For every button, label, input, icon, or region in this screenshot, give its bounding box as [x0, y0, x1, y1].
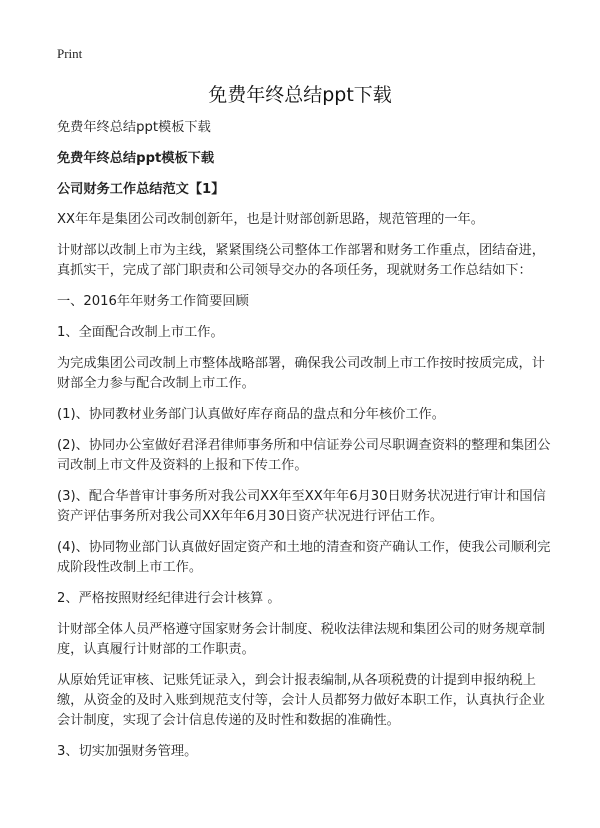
- print-link[interactable]: Print: [57, 46, 83, 61]
- subtitle-plain: 免费年终总结ppt模板下载: [57, 120, 211, 135]
- list-item-2: (2)、协同办公室做好君泽君律师事务所和中信证券公司尽职调查资料的整理和集团公司改制上市文件及资料的上报和下传工作。: [57, 438, 551, 473]
- paragraph-summary: 计财部以改制上市为主线，紧紧围绕公司整体工作部署和财务工作重点，团结奋进，真抓实干，完成了部门职责和公司领导交办的各项任务，现就财务工作总结如下：: [57, 243, 545, 278]
- heading-item-2: 2、严格按照财经纪律进行会计核算 。: [57, 591, 281, 606]
- subtitle-bold: 免费年终总结ppt模板下载: [57, 151, 215, 166]
- document-body: [57, 118, 557, 762]
- list-item-1: (1)、协同教材业务部门认真做好库存商品的盘点和分年核价工作。: [57, 407, 445, 422]
- list-item-4: (4)、协同物业部门认真做好固定资产和土地的清查和资产确认工作，使我公司顺利完成阶段性改制上市工作。: [57, 540, 551, 575]
- paragraph-item-2a: 计财部全体人员严格遵守国家财务会计制度、税收法律法规和集团公司的财务规章制度，认真履行计财部的工作职责。: [57, 622, 545, 657]
- paragraph-item-2b: 从原始凭证审核、记账凭证录入，到会计报表编制,从各项税费的计提到申报纳税上缴，从资金的及时入账到规范支付等，会计人员都努力做好本职工作，认真执行企业会计制度，实现了会计信息传递的及时性和数据的准确性。: [57, 673, 545, 728]
- document-title: 免费年终总结ppt下载: [208, 84, 392, 106]
- heading-review: 一、2016年年财务工作简要回顾: [57, 294, 249, 309]
- heading-item-3: 3、切实加强财务管理。: [57, 744, 198, 759]
- paragraph-intro: XX年年是集团公司改制创新年，也是计财部创新思路，规范管理的一年。: [57, 212, 484, 227]
- heading-item-1: 1、全面配合改制上市工作。: [57, 325, 224, 340]
- paragraph-item-1: 为完成集团公司改制上市整体战略部署，确保我公司改制上市工作按时按质完成，计财部全力参与配合改制上市工作。: [57, 356, 545, 391]
- list-item-3: (3)、配合华普审计事务所对我公司XX年至XX年年6月30日财务状况进行审计和国信资产评估事务所对我公司XX年年6月30日资产状况进行评估工作。: [57, 489, 546, 524]
- section-heading: 公司财务工作总结范文【1】: [57, 182, 225, 197]
